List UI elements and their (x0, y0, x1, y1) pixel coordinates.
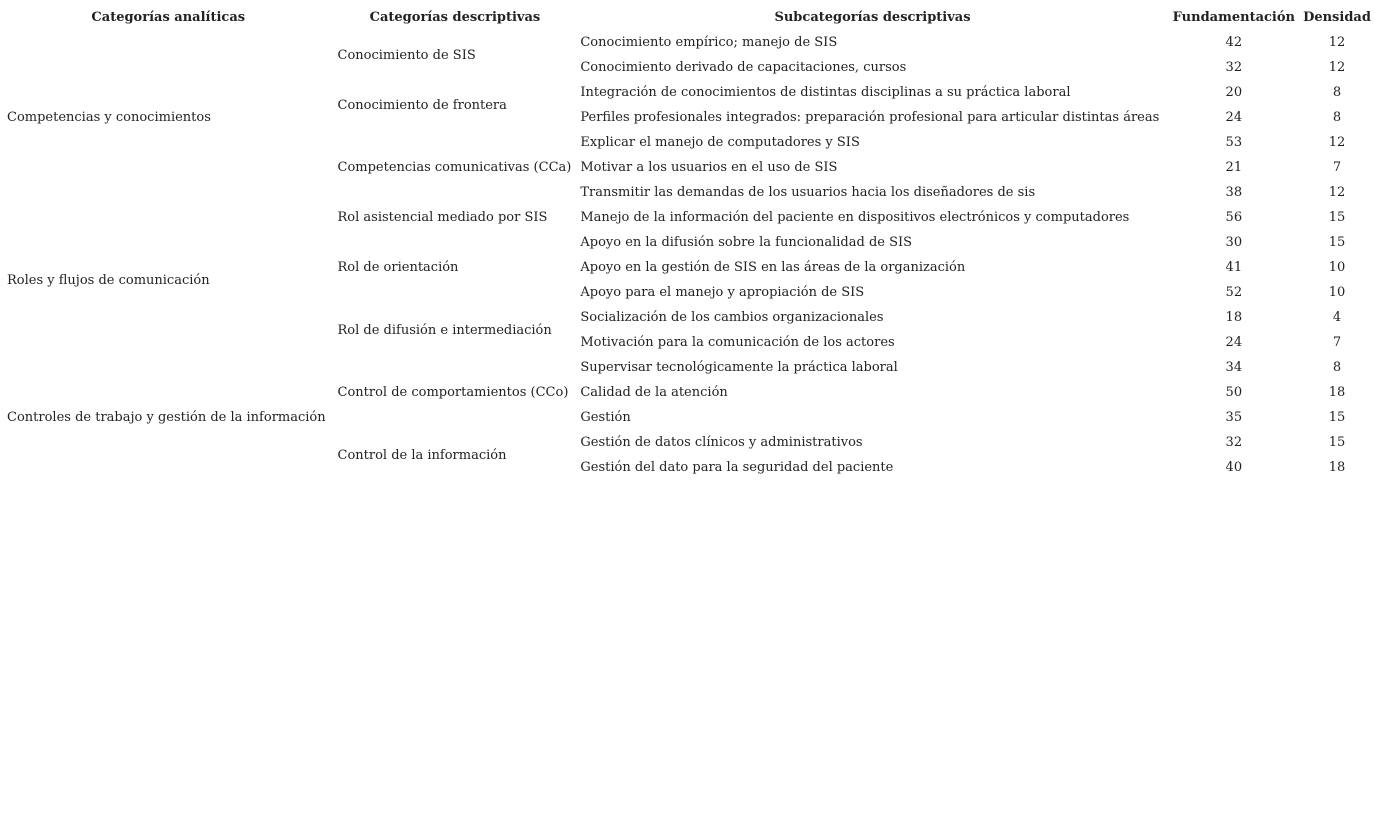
fundamentacion-cell: 24 (1225, 335, 1243, 350)
densidad-cell: 15 (1328, 210, 1346, 225)
table-row (3, 355, 1375, 380)
subcategoria-cell: Apoyo en la difusión sobre la funcionalidad de SIS (580, 235, 913, 250)
subcategoria-cell: Integración de conocimientos de distintas disciplinas a su práctica laboral (580, 85, 1071, 100)
header-densidad: Densidad (1303, 9, 1371, 25)
densidad-cell: 12 (1328, 135, 1346, 150)
subcategoria-cell: Conocimiento empírico; manejo de SIS (580, 35, 838, 50)
fundamentacion-cell: 42 (1225, 35, 1243, 50)
densidad-cell: 18 (1328, 460, 1346, 475)
subcategoria-cell: Motivación para la comunicación de los actores (580, 335, 895, 350)
fundamentacion-cell: 34 (1225, 360, 1243, 375)
subcategoria-cell: Apoyo en la gestión de SIS en las áreas de la organización (580, 260, 966, 275)
fundamentacion-cell: 30 (1225, 235, 1243, 250)
fundamentacion-cell: 53 (1225, 135, 1243, 150)
table-row (3, 30, 1375, 55)
fundamentacion-cell: 50 (1225, 385, 1243, 400)
subcategoria-cell: Manejo de la información del paciente en dispositivos electrónicos y computadores (580, 210, 1130, 225)
fundamentacion-cell: 40 (1225, 460, 1243, 475)
densidad-cell: 18 (1328, 385, 1346, 400)
categories-table (3, 4, 1375, 480)
subcategoria-cell: Calidad de la atención (580, 385, 728, 400)
fundamentacion-cell: 24 (1225, 110, 1243, 125)
fundamentacion-cell: 52 (1225, 285, 1243, 300)
densidad-cell: 12 (1328, 185, 1346, 200)
descriptiva-cell: Control de la información (337, 447, 507, 463)
fundamentacion-cell: 56 (1225, 210, 1243, 225)
fundamentacion-cell: 38 (1225, 185, 1243, 200)
descriptiva-cell: Rol de difusión e intermediación (337, 322, 552, 338)
fundamentacion-cell: 32 (1225, 435, 1243, 450)
fundamentacion-cell: 32 (1225, 60, 1243, 75)
subcategoria-cell: Gestión (580, 410, 631, 425)
header-row (3, 4, 1375, 30)
descriptiva-cell: Rol asistencial mediado por SIS (337, 210, 548, 225)
descriptiva-cell: Conocimiento de frontera (337, 97, 507, 113)
subcategoria-cell: Supervisar tecnológicamente la práctica laboral (580, 360, 898, 375)
fundamentacion-cell: 21 (1225, 160, 1243, 175)
descriptiva-cell: Rol de orientación (337, 260, 459, 275)
table-row (3, 205, 1375, 230)
fundamentacion-cell: 41 (1225, 260, 1243, 275)
subcategoria-cell: Gestión de datos clínicos y administrativos (580, 435, 863, 450)
densidad-cell: 8 (1332, 110, 1342, 125)
descriptiva-cell: Competencias comunicativas (CCa) (337, 160, 572, 175)
subcategoria-cell: Motivar a los usuarios en el uso de SIS (580, 160, 838, 175)
header-subcategorias: Subcategorías descriptivas (774, 9, 971, 25)
fundamentacion-cell: 20 (1225, 85, 1243, 100)
subcategoria-cell: Perfiles profesionales integrados: preparación profesional para articular distintas áreas (580, 110, 1160, 125)
densidad-cell: 4 (1332, 310, 1342, 325)
analitica-cell: Controles de trabajo y gestión de la información (7, 410, 326, 425)
densidad-cell: 10 (1328, 285, 1346, 300)
densidad-cell: 10 (1328, 260, 1346, 275)
fundamentacion-cell: 18 (1225, 310, 1243, 325)
descriptiva-cell: Conocimiento de SIS (337, 47, 476, 63)
subcategoria-cell: Explicar el manejo de computadores y SIS (580, 135, 860, 150)
densidad-cell: 12 (1328, 35, 1346, 50)
densidad-cell: 12 (1328, 60, 1346, 75)
subcategoria-cell: Socialización de los cambios organizacionales (580, 310, 884, 325)
subcategoria-cell: Conocimiento derivado de capacitaciones, cursos (580, 60, 907, 75)
subcategoria-cell: Apoyo para el manejo y apropiación de SIS (580, 285, 865, 300)
densidad-cell: 15 (1328, 435, 1346, 450)
header-fundamentacion: Fundamentación (1172, 9, 1295, 25)
densidad-cell: 8 (1332, 360, 1342, 375)
analitica-cell: Roles y flujos de comunicación (7, 272, 210, 288)
fundamentacion-cell: 35 (1225, 410, 1243, 425)
header-descriptivas: Categorías descriptivas (369, 9, 541, 25)
analitica-cell: Competencias y conocimientos (7, 110, 211, 125)
header-analiticas: Categorías analíticas (91, 9, 246, 25)
densidad-cell: 7 (1332, 160, 1342, 175)
densidad-cell: 7 (1332, 335, 1342, 350)
densidad-cell: 8 (1332, 85, 1342, 100)
subcategoria-cell: Transmitir las demandas de los usuarios hacia los diseñadores de sis (580, 185, 1036, 200)
densidad-cell: 15 (1328, 410, 1346, 425)
subcategoria-cell: Gestión del dato para la seguridad del paciente (580, 460, 894, 475)
densidad-cell: 15 (1328, 235, 1346, 250)
descriptiva-cell: Control de comportamientos (CCo) (337, 385, 569, 400)
